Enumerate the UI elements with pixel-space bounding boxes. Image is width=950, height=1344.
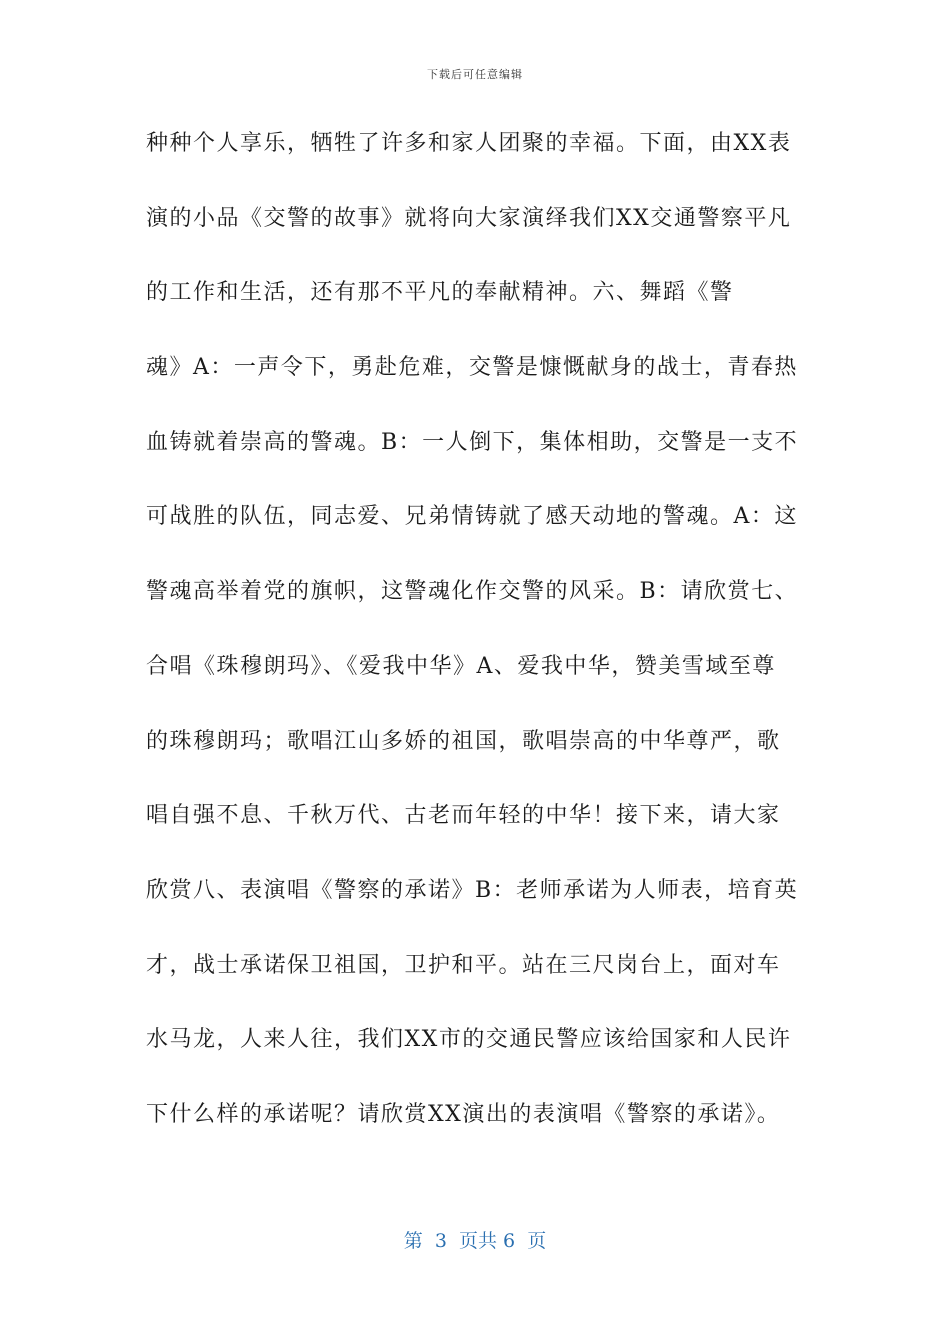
body-line-1: 种种个人享乐，牺牲了许多和家人团聚的幸福。下面，由XX表 <box>146 131 792 156</box>
body-line-8: 合唱《珠穆朗玛》、《爱我中华》A、爱我中华，赞美雪域至尊 <box>146 653 776 679</box>
header-note: 下载后可任意编辑 <box>427 68 523 81</box>
body-line-14: 下什么样的承诺呢？请欣赏XX演出的表演唱《警察的承诺》。 <box>146 1101 781 1127</box>
body-line-3: 的工作和生活，还有那不平凡的奉献精神。六、舞蹈《警 <box>146 280 734 306</box>
body-line-5: 血铸就着崇高的警魂。B：一人倒下，集体相助，交警是一支不 <box>146 429 799 455</box>
document-body <box>146 122 806 1168</box>
body-line-4: 魂》A：一声令下，勇赴危难，交警是慷慨献身的战士，青春热 <box>146 355 798 381</box>
body-line-2: 演的小品《交警的故事》就将向大家演绎我们XX交通警察平凡 <box>146 205 792 231</box>
body-line-12: 才，战士承诺保卫祖国，卫护和平。站在三尺岗台上，面对车 <box>146 952 781 978</box>
body-line-9: 的珠穆朗玛；歌唱江山多娇的祖国，歌唱崇高的中华尊严，歌 <box>146 728 781 754</box>
body-line-7: 警魂高举着党的旗帜，这警魂化作交警的风采。B：请欣赏七、 <box>146 579 799 605</box>
body-line-13: 水马龙，人来人往，我们XX市的交通民警应该给国家和人民许 <box>146 1027 792 1053</box>
body-line-11: 欣赏八、表演唱《警察的承诺》B：老师承诺为人师表，培育英 <box>146 877 799 903</box>
body-line-10: 唱自强不息、千秋万代、古老而年轻的中华！接下来，请大家 <box>146 803 781 829</box>
body-line-6: 可战胜的队伍，同志爱、兄弟情铸就了感天动地的警魂。A：这 <box>146 504 798 530</box>
page-number-footer: 第 3 页共 6 页 <box>403 1230 547 1252</box>
